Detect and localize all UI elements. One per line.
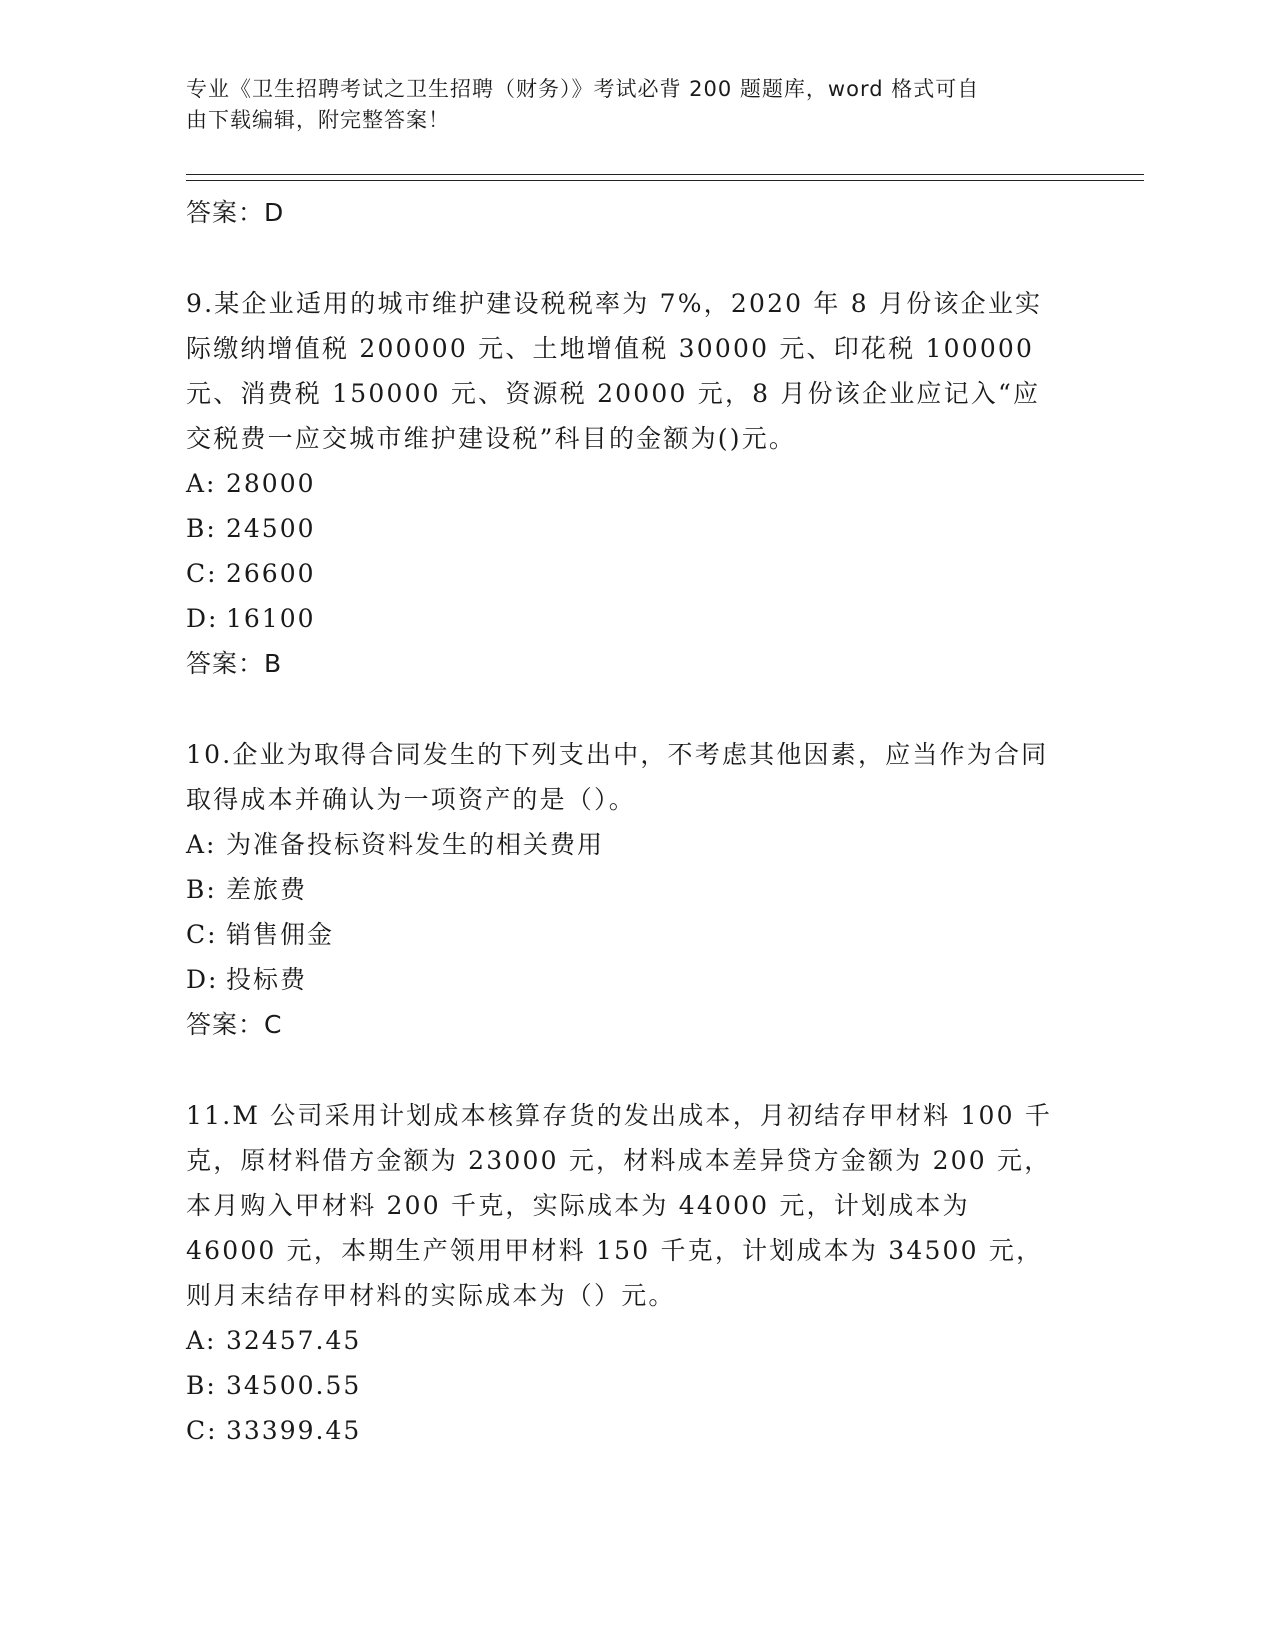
answer-line: 答案：C xyxy=(186,1010,283,1039)
option-text: 34500.55 xyxy=(226,1371,362,1400)
option-d xyxy=(186,957,1066,1002)
option-letter: D: xyxy=(186,604,219,633)
option-text: 28000 xyxy=(226,469,316,498)
question-block xyxy=(186,1093,1066,1453)
option-text: 16100 xyxy=(226,604,316,633)
header-line-1: 专业《卫生招聘考试之卫生招聘（财务）》考试必背 200 题题库，word 格式可自 xyxy=(186,77,980,101)
option-letter: A: xyxy=(186,469,217,498)
question-stem: 11.M 公司采用计划成本核算存货的发出成本，月初结存甲材料 100 千克，原材料借方金额为 23000 元，材料成本差异贷方金额为 200 元，本月购入甲材料 200 千克，实际成本为 44000 元，计划成本为 46000 元，本期生产领用甲材料 150 千克，计划成本为 34500 元，则月末结存甲材料的实际成本为（）元。 xyxy=(186,1101,1053,1310)
spacer xyxy=(186,686,1066,732)
spacer xyxy=(186,1047,1066,1093)
option-c xyxy=(186,551,1066,596)
option-letter: A: xyxy=(186,1326,217,1355)
answer-line: 答案：D xyxy=(186,198,285,227)
option-letter: A: xyxy=(186,830,217,859)
option-a xyxy=(186,461,1066,506)
option-b xyxy=(186,506,1066,551)
option-c xyxy=(186,1408,1066,1453)
option-letter: C: xyxy=(186,559,218,588)
option-letter: D: xyxy=(186,965,219,994)
option-b xyxy=(186,867,1066,912)
option-letter: C: xyxy=(186,1416,218,1445)
option-text: 24500 xyxy=(226,514,316,543)
document-header xyxy=(186,74,1066,136)
option-text: 33399.45 xyxy=(226,1416,362,1445)
option-text: 差旅费 xyxy=(226,875,308,904)
option-text: 为准备投标资料发生的相关费用 xyxy=(226,830,605,859)
option-letter: C: xyxy=(186,920,218,949)
spacer xyxy=(186,235,1066,281)
option-text: 销售佣金 xyxy=(226,920,335,949)
header-divider-bottom xyxy=(186,180,1144,181)
option-b xyxy=(186,1363,1066,1408)
question-stem: 10.企业为取得合同发生的下列支出中，不考虑其他因素，应当作为合同取得成本并确认为一项资产的是（）。 xyxy=(186,740,1049,814)
question-block xyxy=(186,281,1066,686)
option-d xyxy=(186,596,1066,641)
question-stem: 9.某企业适用的城市维护建设税税率为 7%，2020 年 8 月份该企业实际缴纳增值税 200000 元、土地增值税 30000 元、印花税 100000 元、消费税 150000 元、资源税 20000 元，8 月份该企业应记入“应交税费一应交城市维护建设税”科目的金额为()元。 xyxy=(186,289,1043,453)
header-line-2: 由下载编辑，附完整答案！ xyxy=(186,108,450,132)
option-text: 32457.45 xyxy=(226,1326,362,1355)
option-letter: B: xyxy=(186,875,217,904)
option-a xyxy=(186,1318,1066,1363)
header-divider-top xyxy=(186,174,1144,175)
option-a xyxy=(186,822,1066,867)
answer-line: 答案：B xyxy=(186,649,283,678)
question-block xyxy=(186,732,1066,1047)
option-letter: B: xyxy=(186,514,217,543)
document-body xyxy=(186,190,1066,1453)
option-c xyxy=(186,912,1066,957)
option-text: 26600 xyxy=(226,559,316,588)
option-text: 投标费 xyxy=(226,965,308,994)
option-letter: B: xyxy=(186,1371,217,1400)
